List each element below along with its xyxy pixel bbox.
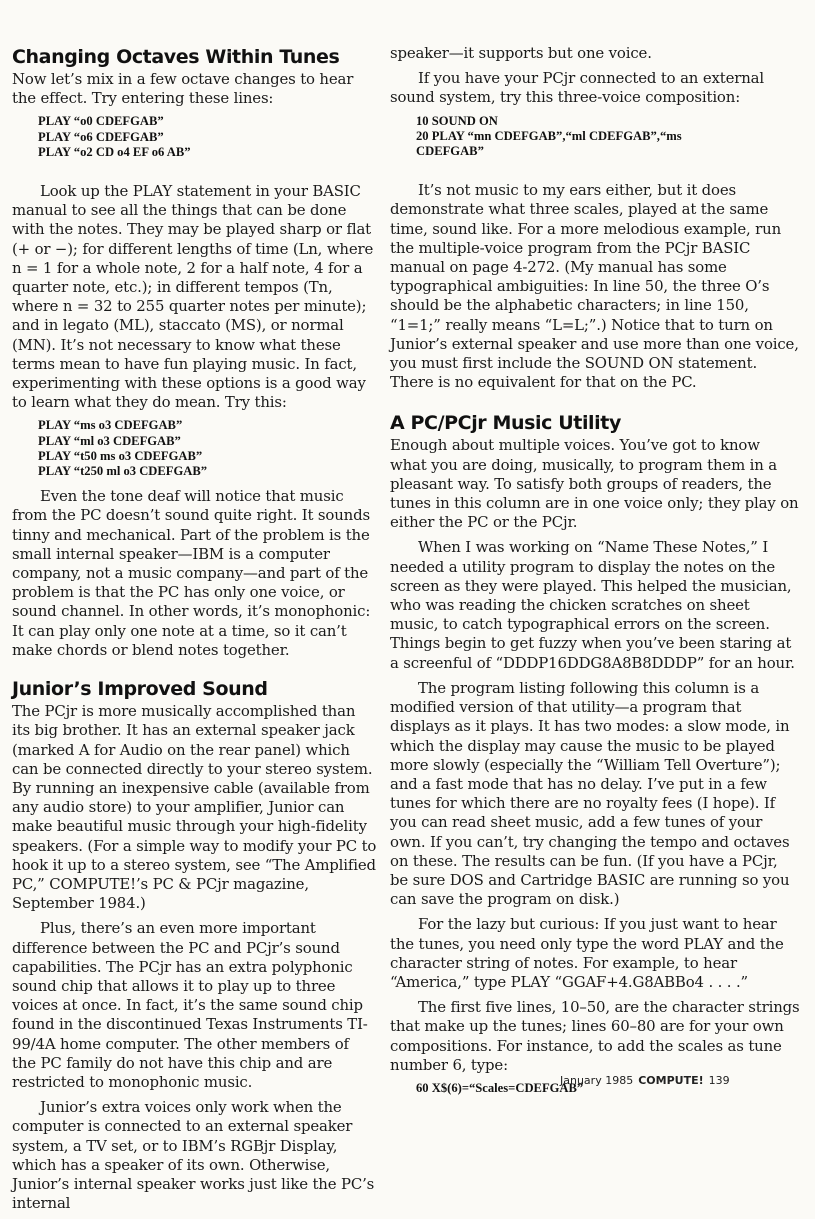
page-number: 139 bbox=[708, 1074, 730, 1087]
footer-magazine: COMPUTE! bbox=[638, 1074, 704, 1087]
code-line: PLAY “o0 CDEFGAB” bbox=[38, 114, 164, 129]
code-line: PLAY “t250 ml o3 CDEFGAB” bbox=[38, 464, 208, 479]
paragraph: Enough about multiple voices. You’ve got to know what you are doing, musically, to program them in a pleasant way. To satisfy both groups of readers, the tunes in this column are in one voice only; they play on either the PC or the PCjr. bbox=[390, 436, 799, 532]
left-column bbox=[12, 46, 377, 1219]
code-line: 60 X$(6)=“Scales=CDEFGAB” bbox=[416, 1080, 584, 1095]
code-line: PLAY “ml o3 CDEFGAB” bbox=[38, 433, 181, 448]
paragraph: Now let’s mix in a few octave changes to hear the effect. Try entering these lines: bbox=[12, 70, 354, 108]
code-line: 20 PLAY “mn CDEFGAB”,“ml CDEFGAB”,“ms bbox=[416, 128, 682, 143]
code-line: CDEFGAB” bbox=[416, 144, 484, 159]
paragraph: Look up the PLAY statement in your BASIC manual to see all the things that can be done with the notes. They may be played sharp or flat (+ or −); for different lengths of time (Ln, where n = 1 for a whole note, 2 for a half note, 4 for a quarter note, etc.); in different tempos (Tn, where n = 32 to 255 quarter notes per minute); and in legato (ML), staccato (MS), or normal (MN). It’s not necessary to know what these terms mean to have fun playing music. In fact, experimenting with these options is a good way to learn what they do mean. Try this: bbox=[12, 182, 374, 412]
paragraph: It’s not music to my ears either, but it does demonstrate what three scales, played at the same time, sound like. For a more melodious example, run the multiple-voice program from the PCjr BASIC manual on page 4-272. (My manual has some typographical ambiguities: In line 50, the three O’s should be the alphabetic characters; in line 150, “1=1;” really means “L=L;”.) Notice that to turn on Junior’s external speaker and use more than one voice, you must first include the SOUND ON statement. There is no equivalent for that on the PC. bbox=[390, 181, 799, 392]
paragraph: If you have your PCjr connected to an external sound system, try this three-voice composition: bbox=[390, 69, 764, 107]
paragraph: Even the tone deaf will notice that music from the PC doesn’t sound quite right. It sounds tinny and mechanical. Part of the problem is the small internal speaker—IBM is a computer company, not a music company—and part of the problem is that the PC has only one voice, or sound channel. In other words, it’s monophonic: It can play only one note at a time, so it can’t make chords or blend notes together. bbox=[12, 487, 371, 659]
paragraph: The PCjr is more musically accomplished than its big brother. It has an external speaker jack (marked A for Audio on the rear panel) which can be connected directly to your stereo system. By running an inexpensive cable (available from any audio store) to your amplifier, Junior can make beautiful music through your high-fidelity speakers. (For a simple way to modify your PC to hook it up to a stereo system, see “The Amplified PC,” COMPUTE!’s PC & PCjr magazine, September 1984.) bbox=[12, 702, 377, 913]
code-block bbox=[416, 114, 800, 160]
paragraph: When I was working on “Name These Notes,” I needed a utility program to display the notes on the screen as they were played. This helped the musician, who was reading the chicken scratches on sheet music, to catch typographical errors on the screen. Things begin to get fuzzy when you’ve been staring at a screenful of “DDDP16DDG8A8B8DDDP” for an hour. bbox=[390, 538, 795, 672]
code-line: PLAY “o2 CD o4 EF o6 AB” bbox=[38, 144, 191, 159]
paragraph: speaker—it supports but one voice. bbox=[390, 44, 652, 62]
paragraph: Plus, there’s an even more important difference between the PC and PCjr’s sound capabilities. The PCjr has an extra polyphonic sound chip that allows it to play up to three voices at once. In fact, it’s the same sound chip found in the discontinued Texas Instruments TI-99/4A home computer. The other members of the PC family do not have this chip and are restricted to monophonic music. bbox=[12, 919, 368, 1091]
footer-date: January 1985 bbox=[560, 1074, 634, 1087]
paragraph: Junior’s extra voices only work when the computer is connected to an external speaker system, a TV set, or to IBM’s RGBjr Display, which has a speaker of its own. Otherwise, Junior’s internal speaker works just like the PC’s internal bbox=[12, 1098, 375, 1213]
code-line: PLAY “ms o3 CDEFGAB” bbox=[38, 418, 183, 433]
code-line: PLAY “t50 ms o3 CDEFGAB” bbox=[38, 448, 203, 463]
paragraph: The first five lines, 10–50, are the character strings that make up the tunes; lines 60–80 are for your own compositions. For instance, to add the scales as tune number 6, type: bbox=[390, 998, 800, 1074]
paragraph: The program listing following this column is a modified version of that utility—a program that displays as it plays. It has two modes: a slow mode, in which the display may cause the music to be played more slowly (especially the “William Tell Overture”); and a fast mode that has no delay. I’ve put in a few tunes for which there are no royalty fees (I hope). If you can read sheet music, add a few tunes of your own. If you can’t, try changing the tempo and octaves on these. The results can be fun. (If you have a PCjr, be sure DOS and Cartridge BASIC are running so you can save the program on disk.) bbox=[390, 678, 790, 909]
right-column bbox=[390, 44, 800, 1104]
heading-juniors-improved-sound: Junior’s Improved Sound bbox=[12, 678, 268, 701]
heading-changing-octaves: Changing Octaves Within Tunes bbox=[12, 46, 340, 68]
code-line: 10 SOUND ON bbox=[416, 113, 498, 128]
paragraph: For the lazy but curious: If you just want to hear the tunes, you need only type the word PLAY and the character string of notes. For example, to hear “America,” type PLAY “GGAF+4.G8ABBo4 . . . .” bbox=[390, 915, 784, 991]
code-block bbox=[38, 418, 377, 479]
page-footer bbox=[560, 1074, 800, 1087]
heading-music-utility: A PC/PCjr Music Utility bbox=[390, 412, 621, 435]
code-block bbox=[38, 114, 377, 160]
code-line: PLAY “o6 CDEFGAB” bbox=[38, 129, 164, 144]
